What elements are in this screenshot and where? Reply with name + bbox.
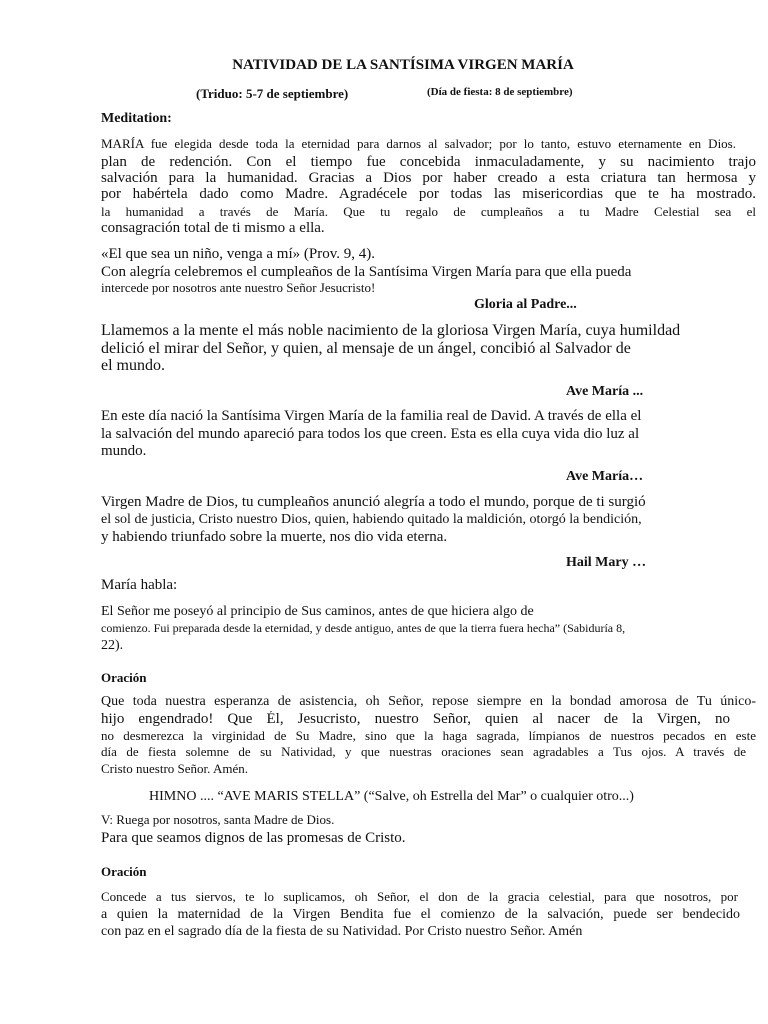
oracion-heading: Oración — [101, 671, 147, 685]
celebration-line: Con alegría celebremos el cumpleaños de la Santísima Virgen María para que ella pueda — [101, 264, 632, 280]
hymn-line: HIMNO .... “AVE MARIS STELLA” (“Salve, oh Estrella del Mar” o cualquier otro...) — [149, 789, 634, 804]
llamemos-line: Llamemos a la mente el más noble nacimiento de la gloriosa Virgen María, cuya humildad — [101, 322, 681, 339]
triduo-label: (Triduo: 5-7 de septiembre) — [196, 86, 349, 101]
virgen-madre-line: y habiendo triunfado sobre la muerte, nos dio vida eterna. — [101, 529, 448, 545]
meditation-line: MARÍA fue elegida desde toda la eternidad para darnos al salvador; por lo tanto, estuvo eternamente en Dios. — [101, 137, 736, 151]
ave-maria-label: Ave María… — [566, 469, 644, 484]
virgen-madre-line: el sol de justicia, Cristo nuestro Dios, quien, habiendo quitado la maldición, otorgó la bendición, — [101, 512, 642, 527]
llamemos-line: delició el mirar del Señor, y quien, al mensaje de un ángel, concibió al Salvador de — [101, 340, 631, 357]
meditation-line: por habértela dado como Madre. Agradécele por todas las misericordias que te ha mostrado. — [101, 186, 756, 202]
wisdom-quote-line: comienzo. Fui preparada desde la eternidad, y desde antiguo, antes de que la tierra fuera hecha” (Sabiduría 8, — [101, 622, 626, 635]
proverbs-quote: «El que sea un niño, venga a mí» (Prov. 9, 4). — [101, 246, 375, 262]
page-title: NATIVIDAD DE LA SANTÍSIMA VIRGEN MARÍA — [232, 57, 574, 73]
llamemos-line: el mundo. — [101, 357, 165, 374]
hail-mary-label: Hail Mary … — [566, 555, 647, 570]
meditation-heading: Meditation: — [101, 111, 172, 126]
meditation-line: salvación para la humanidad. Gracias a Dios por haber creado a esta criatura tan hermosa y — [101, 170, 756, 186]
gloria-label: Gloria al Padre... — [474, 297, 577, 312]
oracion-line: con paz en el sagrado día de la fiesta de su Natividad. Por Cristo nuestro Señor. Amén — [101, 924, 583, 939]
en-este-line: mundo. — [101, 443, 147, 459]
ave-maria-label: Ave María ... — [566, 384, 644, 399]
oracion-line: Concede a tus siervos, te lo suplicamos, oh Señor, el don de la gracia celestial, para que nosotros, por — [101, 890, 738, 904]
response: Para que seamos dignos de las promesas de Cristo. — [101, 830, 406, 846]
oracion-line: Que toda nuestra esperanza de asistencia, oh Señor, repose siempre en la bondad amorosa de Tu único- — [101, 694, 756, 709]
en-este-line: la salvación del mundo apareció para todos los que creen. Esta es ella cuya vida dio luz al — [101, 426, 640, 442]
celebration-line: intercede por nosotros ante nuestro Señor Jesucristo! — [101, 281, 376, 295]
oracion-line: a quien la maternidad de la Virgen Bendita fue el comienzo de la salvación, puede ser bendecido — [101, 907, 740, 922]
maria-habla-heading: María habla: — [101, 577, 178, 593]
wisdom-quote-line: El Señor me poseyó al principio de Sus caminos, antes de que hiciera algo de — [101, 604, 534, 619]
meditation-line: la humanidad a través de María. Que tu regalo de cumpleaños a tu Madre Celestial sea el — [101, 205, 756, 219]
wisdom-quote-line: 22). — [101, 638, 124, 653]
meditation-line: plan de redención. Con el tiempo fue concebida inmaculadamente, y su nacimiento trajo — [101, 154, 756, 170]
oracion-line: no desmerezca la virginidad de Su Madre, sino que la haga sagrada, límpianos de nuestros pecados en este — [101, 729, 756, 743]
oracion-heading: Oración — [101, 865, 147, 879]
feast-day-label: (Día de fiesta: 8 de septiembre) — [427, 86, 573, 98]
en-este-line: En este día nació la Santísima Virgen María de la familia real de David. A través de ella el — [101, 408, 642, 424]
oracion-line: hijo engendrado! Que Él, Jesucristo, nuestro Señor, quien al nacer de la Virgen, no — [101, 711, 730, 727]
versicle: V: Ruega por nosotros, santa Madre de Dios. — [101, 813, 335, 827]
oracion-line: Cristo nuestro Señor. Amén. — [101, 762, 248, 776]
meditation-line: consagración total de ti mismo a ella. — [101, 220, 325, 236]
virgen-madre-line: Virgen Madre de Dios, tu cumpleaños anunció alegría a todo el mundo, porque de ti surgió — [101, 494, 646, 510]
oracion-line: día de fiesta solemne de su Natividad, y que nuestras oraciones sean agradables a Tus ojos. A través de — [101, 745, 746, 759]
